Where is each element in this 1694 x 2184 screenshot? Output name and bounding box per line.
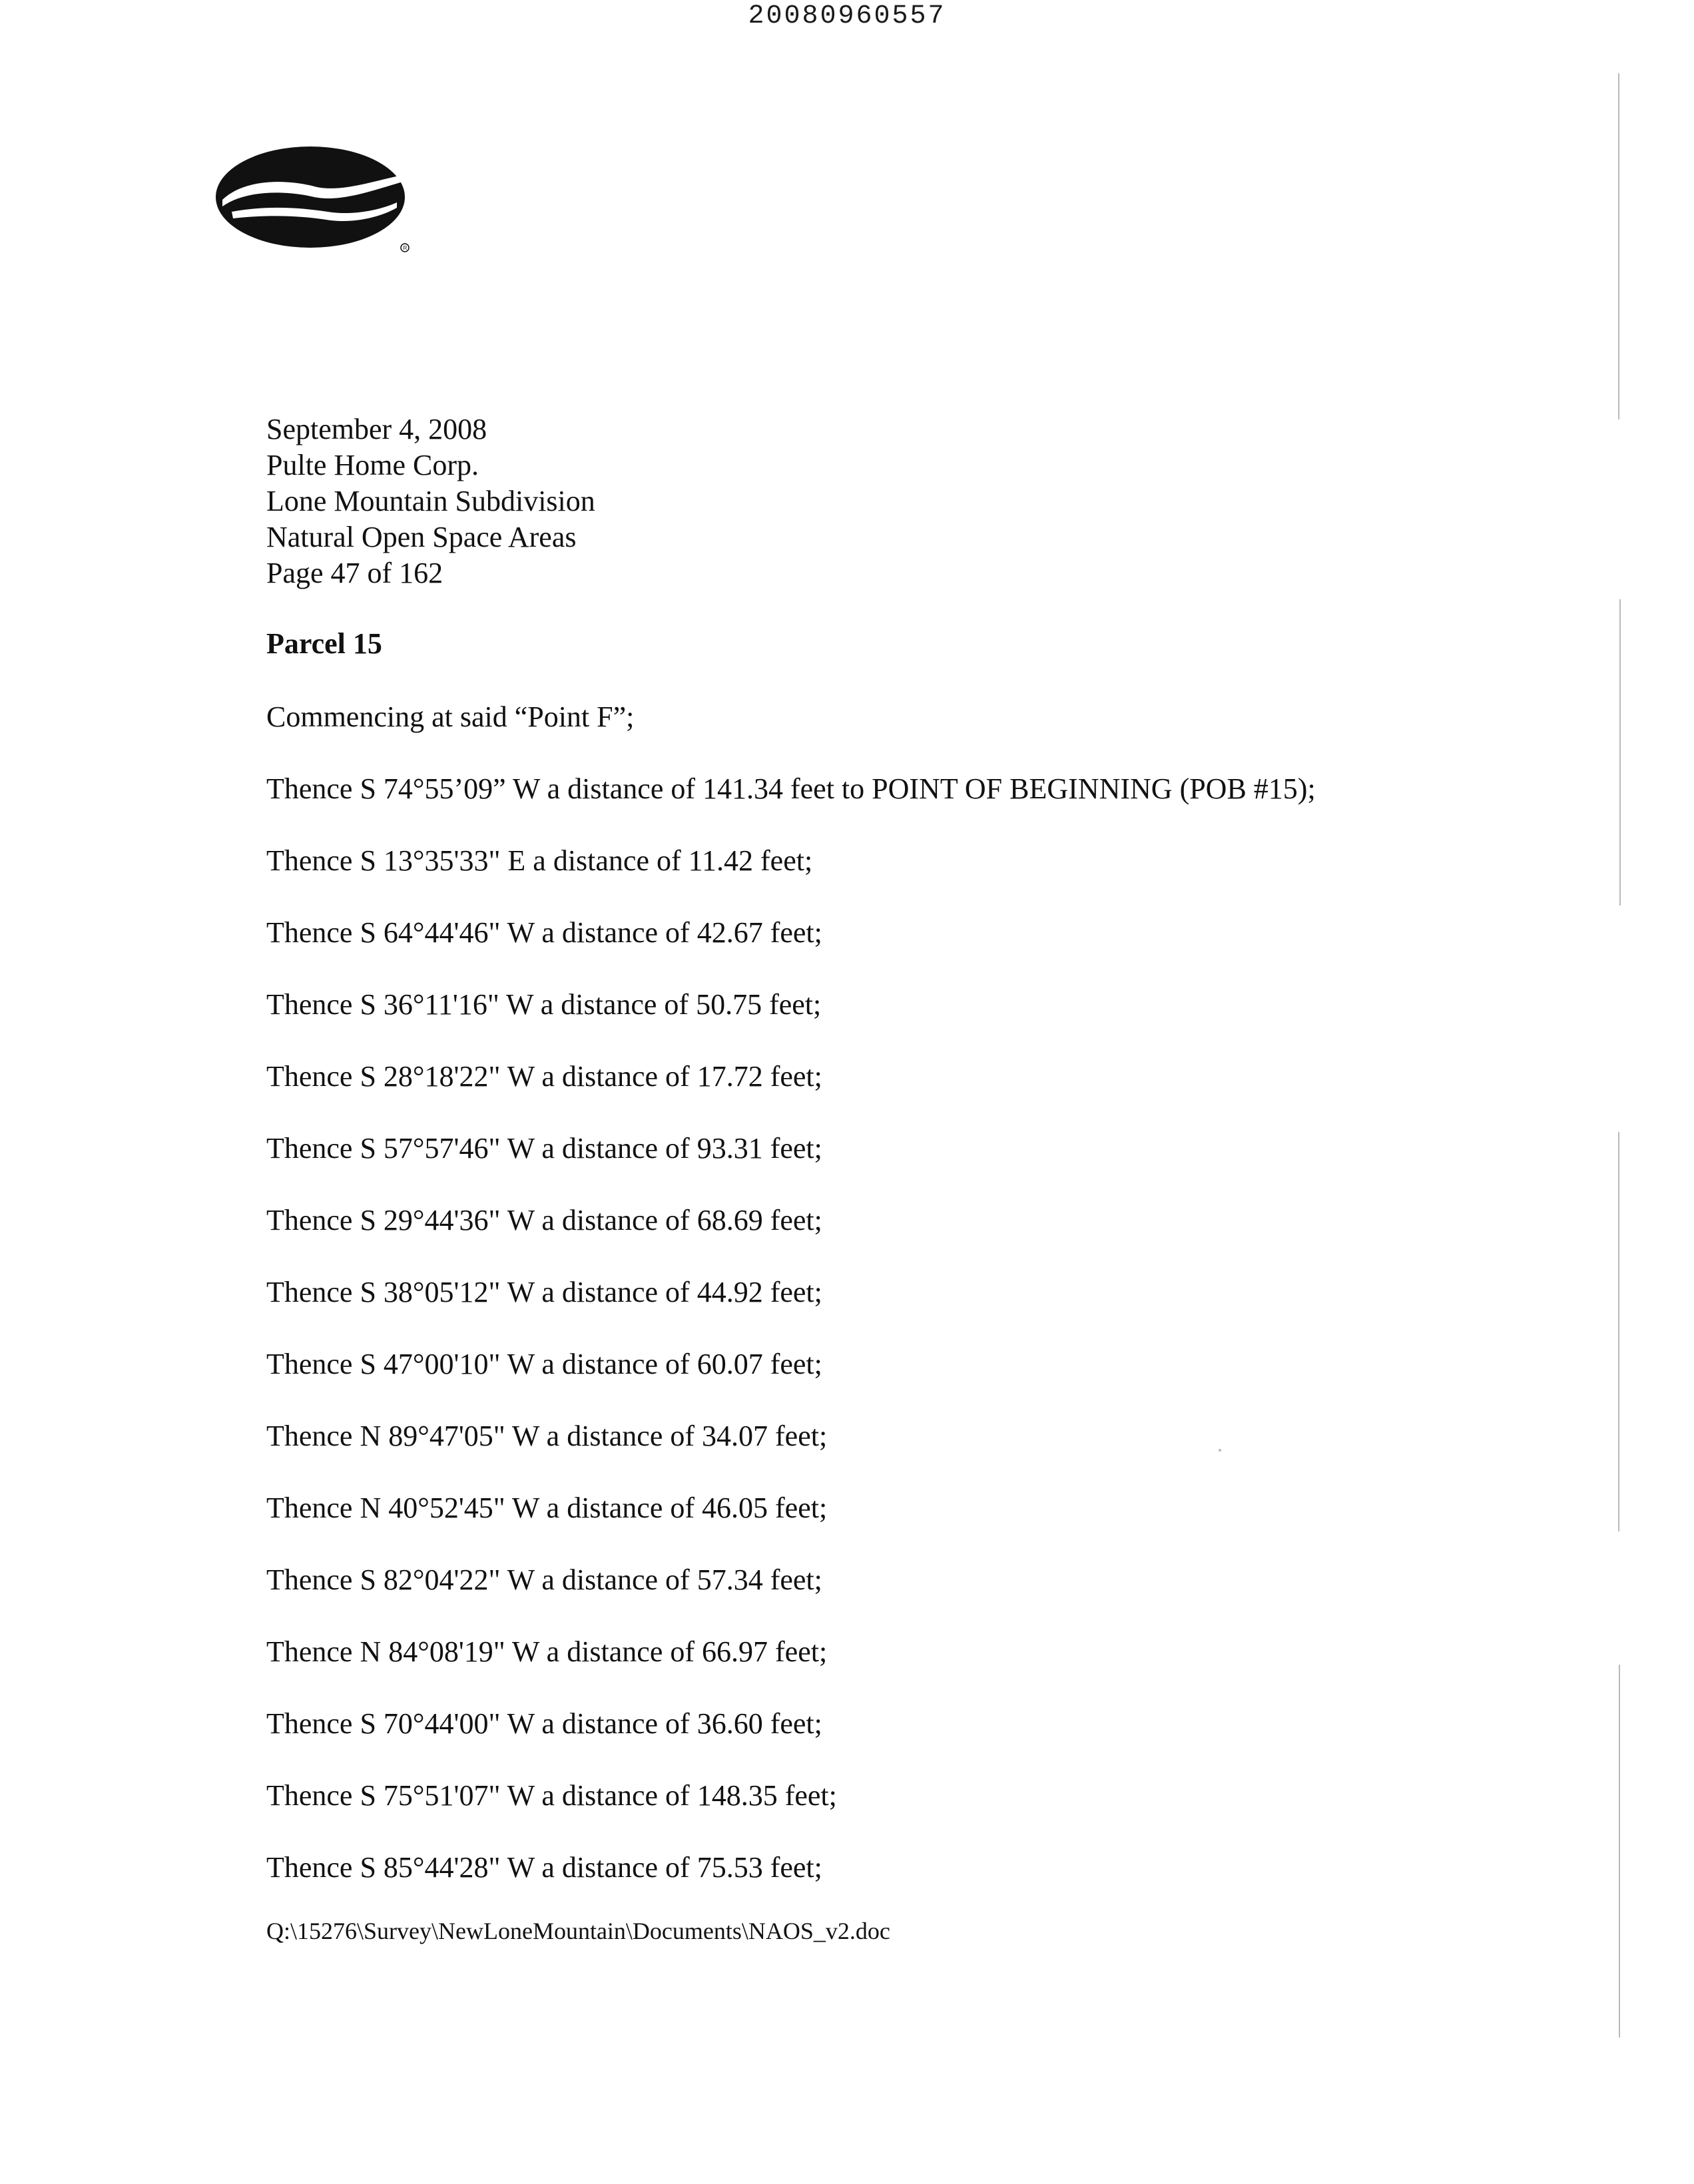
course-line: Thence N 89°47'05" W a distance of 34.07 feet; (266, 1420, 828, 1452)
scan-edge-line (1619, 1665, 1620, 2038)
header-company: Pulte Home Corp. (266, 449, 479, 481)
parcel-title: Parcel 15 (266, 627, 382, 660)
header-date: September 4, 2008 (266, 413, 487, 445)
course-line: Thence S 75°51'07" W a distance of 148.35 feet; (266, 1779, 837, 1812)
header-area: Natural Open Space Areas (266, 521, 577, 553)
scan-dot (1219, 1449, 1221, 1452)
header-page: Page 47 of 162 (266, 557, 443, 589)
course-line: Thence S 13°35'33" E a distance of 11.42 feet; (266, 844, 813, 877)
course-line: Thence N 40°52'45" W a distance of 46.05 feet; (266, 1492, 828, 1524)
course-line: Thence S 36°11'16" W a distance of 50.75 feet; (266, 988, 822, 1021)
document-number: 20080960557 (748, 1, 946, 31)
course-line: Thence S 57°57'46" W a distance of 93.31 feet; (266, 1132, 822, 1165)
letter-header (266, 411, 595, 591)
svg-text:R: R (403, 245, 408, 251)
footer-file-path: Q:\15276\Survey\NewLoneMountain\Documents\NAOS_v2.doc (266, 1918, 890, 1944)
scan-edge-line (1619, 599, 1621, 906)
course-line: Thence S 82°04'22" W a distance of 57.34 feet; (266, 1563, 822, 1596)
scan-edge-line (1618, 1132, 1619, 1531)
course-line: Thence S 47°00'10" W a distance of 60.07 feet; (266, 1348, 822, 1380)
course-line: Thence S 64°44'46" W a distance of 42.67 feet; (266, 916, 822, 949)
course-line: Thence S 85°44'28" W a distance of 75.53 feet; (266, 1851, 822, 1884)
course-line: Thence S 38°05'12" W a distance of 44.92 feet; (266, 1276, 822, 1308)
course-line: Thence S 74°55’09” W a distance of 141.34 feet to POINT OF BEGINNING (POB #15); (266, 772, 1316, 805)
course-list (266, 771, 1316, 1922)
header-subdivision: Lone Mountain Subdivision (266, 485, 595, 517)
company-logo-icon (214, 145, 414, 253)
commencing-line: Commencing at said “Point F”; (266, 700, 635, 733)
course-line: Thence S 28°18'22" W a distance of 17.72 feet; (266, 1060, 822, 1093)
course-line: Thence N 84°08'19" W a distance of 66.97 feet; (266, 1635, 828, 1668)
course-line: Thence S 70°44'00" W a distance of 36.60 feet; (266, 1707, 822, 1740)
scan-edge-line (1618, 73, 1619, 419)
course-line: Thence S 29°44'36" W a distance of 68.69 feet; (266, 1204, 822, 1236)
